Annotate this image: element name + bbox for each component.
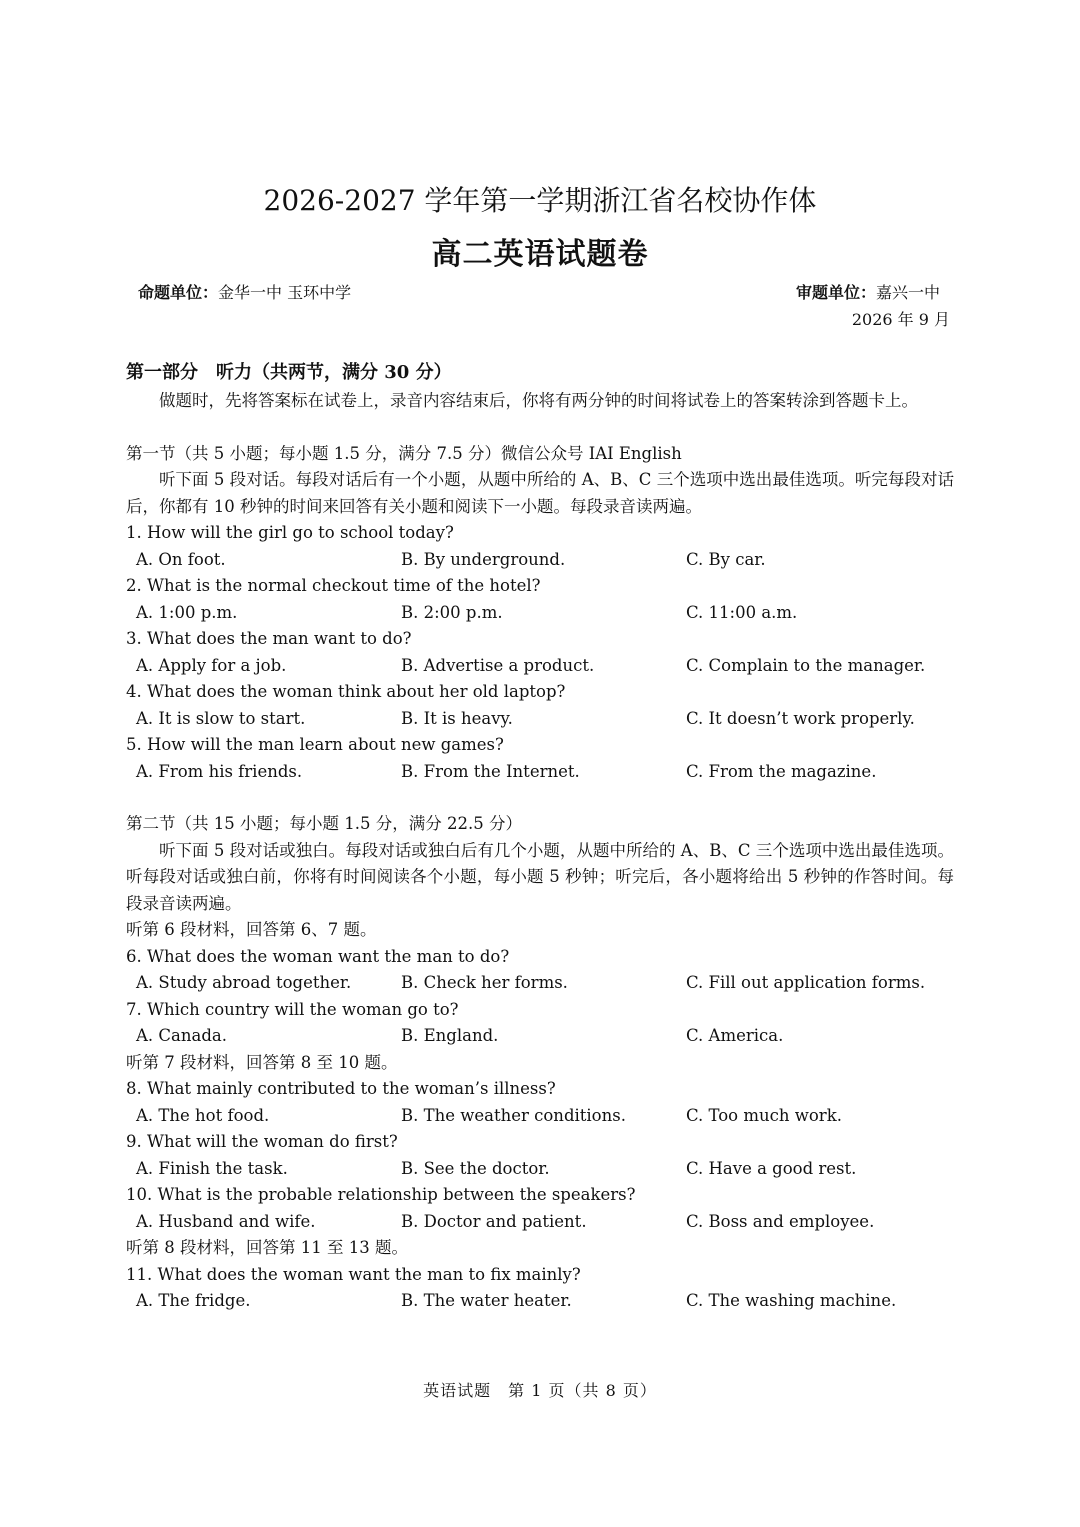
exam-date: 2026 年 9 月 (851, 310, 950, 329)
section2-instruction: 听下面 5 段对话或独白。每段对话或独白后有几个小题，从题中所给的 A、B、C 三个选项中选出最佳选项。听每段对话或独白前，你将有时间阅读各个小题，每小题 5 秒钟；听完后，各小题将给出 5 秒钟的作答时间。每段录音读两遍。 (126, 840, 954, 913)
option-a: A. From his friends. (136, 761, 303, 781)
option-a: A. The fridge. (136, 1291, 251, 1310)
option-b: B. Advertise a product. (401, 655, 595, 675)
question-options (126, 970, 954, 997)
question-options (126, 653, 954, 680)
material-note: 听第 6 段材料，回答第 6、7 题。 (126, 920, 377, 939)
option-a: A. The hot food. (136, 1105, 270, 1125)
option-a: A. Finish the task. (136, 1158, 288, 1178)
option-c: C. Boss and employee. (686, 1211, 875, 1231)
reviewer-label: 审题单位： (795, 283, 876, 302)
author-info (138, 282, 351, 304)
option-a: A. Apply for a job. (136, 655, 287, 675)
exam-title-line2: 高二英语试题卷 (431, 237, 649, 272)
option-c: C. Fill out application forms. (686, 973, 926, 992)
option-a: A. On foot. (136, 549, 226, 569)
question-stem: 11. What does the woman want the man to fix mainly? (126, 1264, 581, 1284)
option-a: A. It is slow to start. (136, 708, 306, 728)
option-a: A. Canada. (136, 1026, 227, 1045)
reviewer-info (796, 282, 940, 304)
option-c: C. America. (686, 1026, 784, 1045)
section2-heading: 第二节（共 15 小题；每小题 1.5 分，满分 22.5 分） (126, 814, 522, 833)
question-stem: 2. What is the normal checkout time of the hotel? (126, 576, 541, 595)
option-b: B. 2:00 p.m. (401, 602, 503, 622)
option-b: B. The water heater. (401, 1291, 572, 1310)
question-stem: 10. What is the probable relationship between the speakers? (126, 1185, 636, 1204)
option-a: A. 1:00 p.m. (136, 602, 238, 622)
reviewer-value: 嘉兴一中 (875, 283, 940, 302)
option-c: C. By car. (686, 549, 766, 569)
option-b: B. From the Internet. (401, 761, 580, 781)
question-options (126, 759, 954, 786)
question-stem: 9. What will the woman do first? (126, 1132, 398, 1151)
option-c: C. It doesn’t work properly. (686, 708, 915, 728)
option-b: B. See the doctor. (401, 1158, 550, 1178)
page-footer: 英语试题 第 1 页（共 8 页） (423, 1381, 657, 1400)
question-options (126, 1103, 954, 1130)
part1-instruction: 做题时，先将答案标在试卷上，录音内容结束后，你将有两分钟的时间将试卷上的答案转涂到答题卡上。 (159, 391, 918, 410)
exam-content (126, 358, 954, 1315)
option-b: B. Check her forms. (401, 973, 568, 992)
question-stem: 6. What does the woman want the man to do? (126, 946, 510, 966)
option-c: C. Complain to the manager. (686, 655, 926, 675)
option-c: C. The washing machine. (686, 1291, 897, 1310)
question-options (126, 1209, 954, 1236)
option-b: B. It is heavy. (401, 708, 513, 728)
option-c: C. Have a good rest. (686, 1158, 857, 1178)
option-a: A. Study abroad together. (136, 973, 352, 992)
material-note: 听第 7 段材料，回答第 8 至 10 题。 (126, 1052, 398, 1072)
option-c: C. From the magazine. (686, 761, 877, 781)
option-a: A. Husband and wife. (136, 1211, 316, 1231)
option-b: B. England. (401, 1026, 499, 1045)
question-stem: 4. What does the woman think about her old laptop? (126, 682, 566, 701)
spacer (126, 785, 954, 811)
question-options (126, 600, 954, 627)
author-value: 金华一中 玉环中学 (218, 283, 352, 302)
question-stem: 7. Which country will the woman go to? (126, 999, 459, 1019)
exam-title-line1: 2026-2027 学年第一学期浙江省名校协作体 (263, 184, 817, 217)
part1-heading: 第一部分 听力（共两节，满分 30 分） (126, 362, 452, 383)
question-options (126, 1023, 954, 1050)
question-stem: 1. How will the girl go to school today? (126, 523, 454, 542)
option-c: C. 11:00 a.m. (686, 602, 798, 622)
option-b: B. The weather conditions. (401, 1105, 626, 1125)
option-b: B. Doctor and patient. (401, 1211, 587, 1231)
option-c: C. Too much work. (686, 1105, 842, 1125)
question-stem: 8. What mainly contributed to the woman’s illness? (126, 1079, 556, 1098)
author-label: 命题单位： (138, 283, 219, 302)
question-options (126, 1156, 954, 1183)
option-b: B. By underground. (401, 549, 566, 569)
spacer (126, 415, 954, 441)
material-note: 听第 8 段材料，回答第 11 至 13 题。 (126, 1238, 408, 1257)
section1-heading: 第一节（共 5 小题；每小题 1.5 分，满分 7.5 分）微信公众号 IAI English (126, 443, 682, 463)
section1-instruction: 听下面 5 段对话。每段对话后有一个小题，从题中所给的 A、B、C 三个选项中选出最佳选项。听完每段对话后，你都有 10 秒钟的时间来回答有关小题和阅读下一小题。每段录音读两遍。 (126, 470, 954, 516)
question-options (126, 547, 954, 574)
question-stem: 3. What does the man want to do? (126, 629, 412, 648)
question-stem: 5. How will the man learn about new games? (126, 735, 504, 754)
question-options (126, 1288, 954, 1315)
question-options (126, 706, 954, 733)
